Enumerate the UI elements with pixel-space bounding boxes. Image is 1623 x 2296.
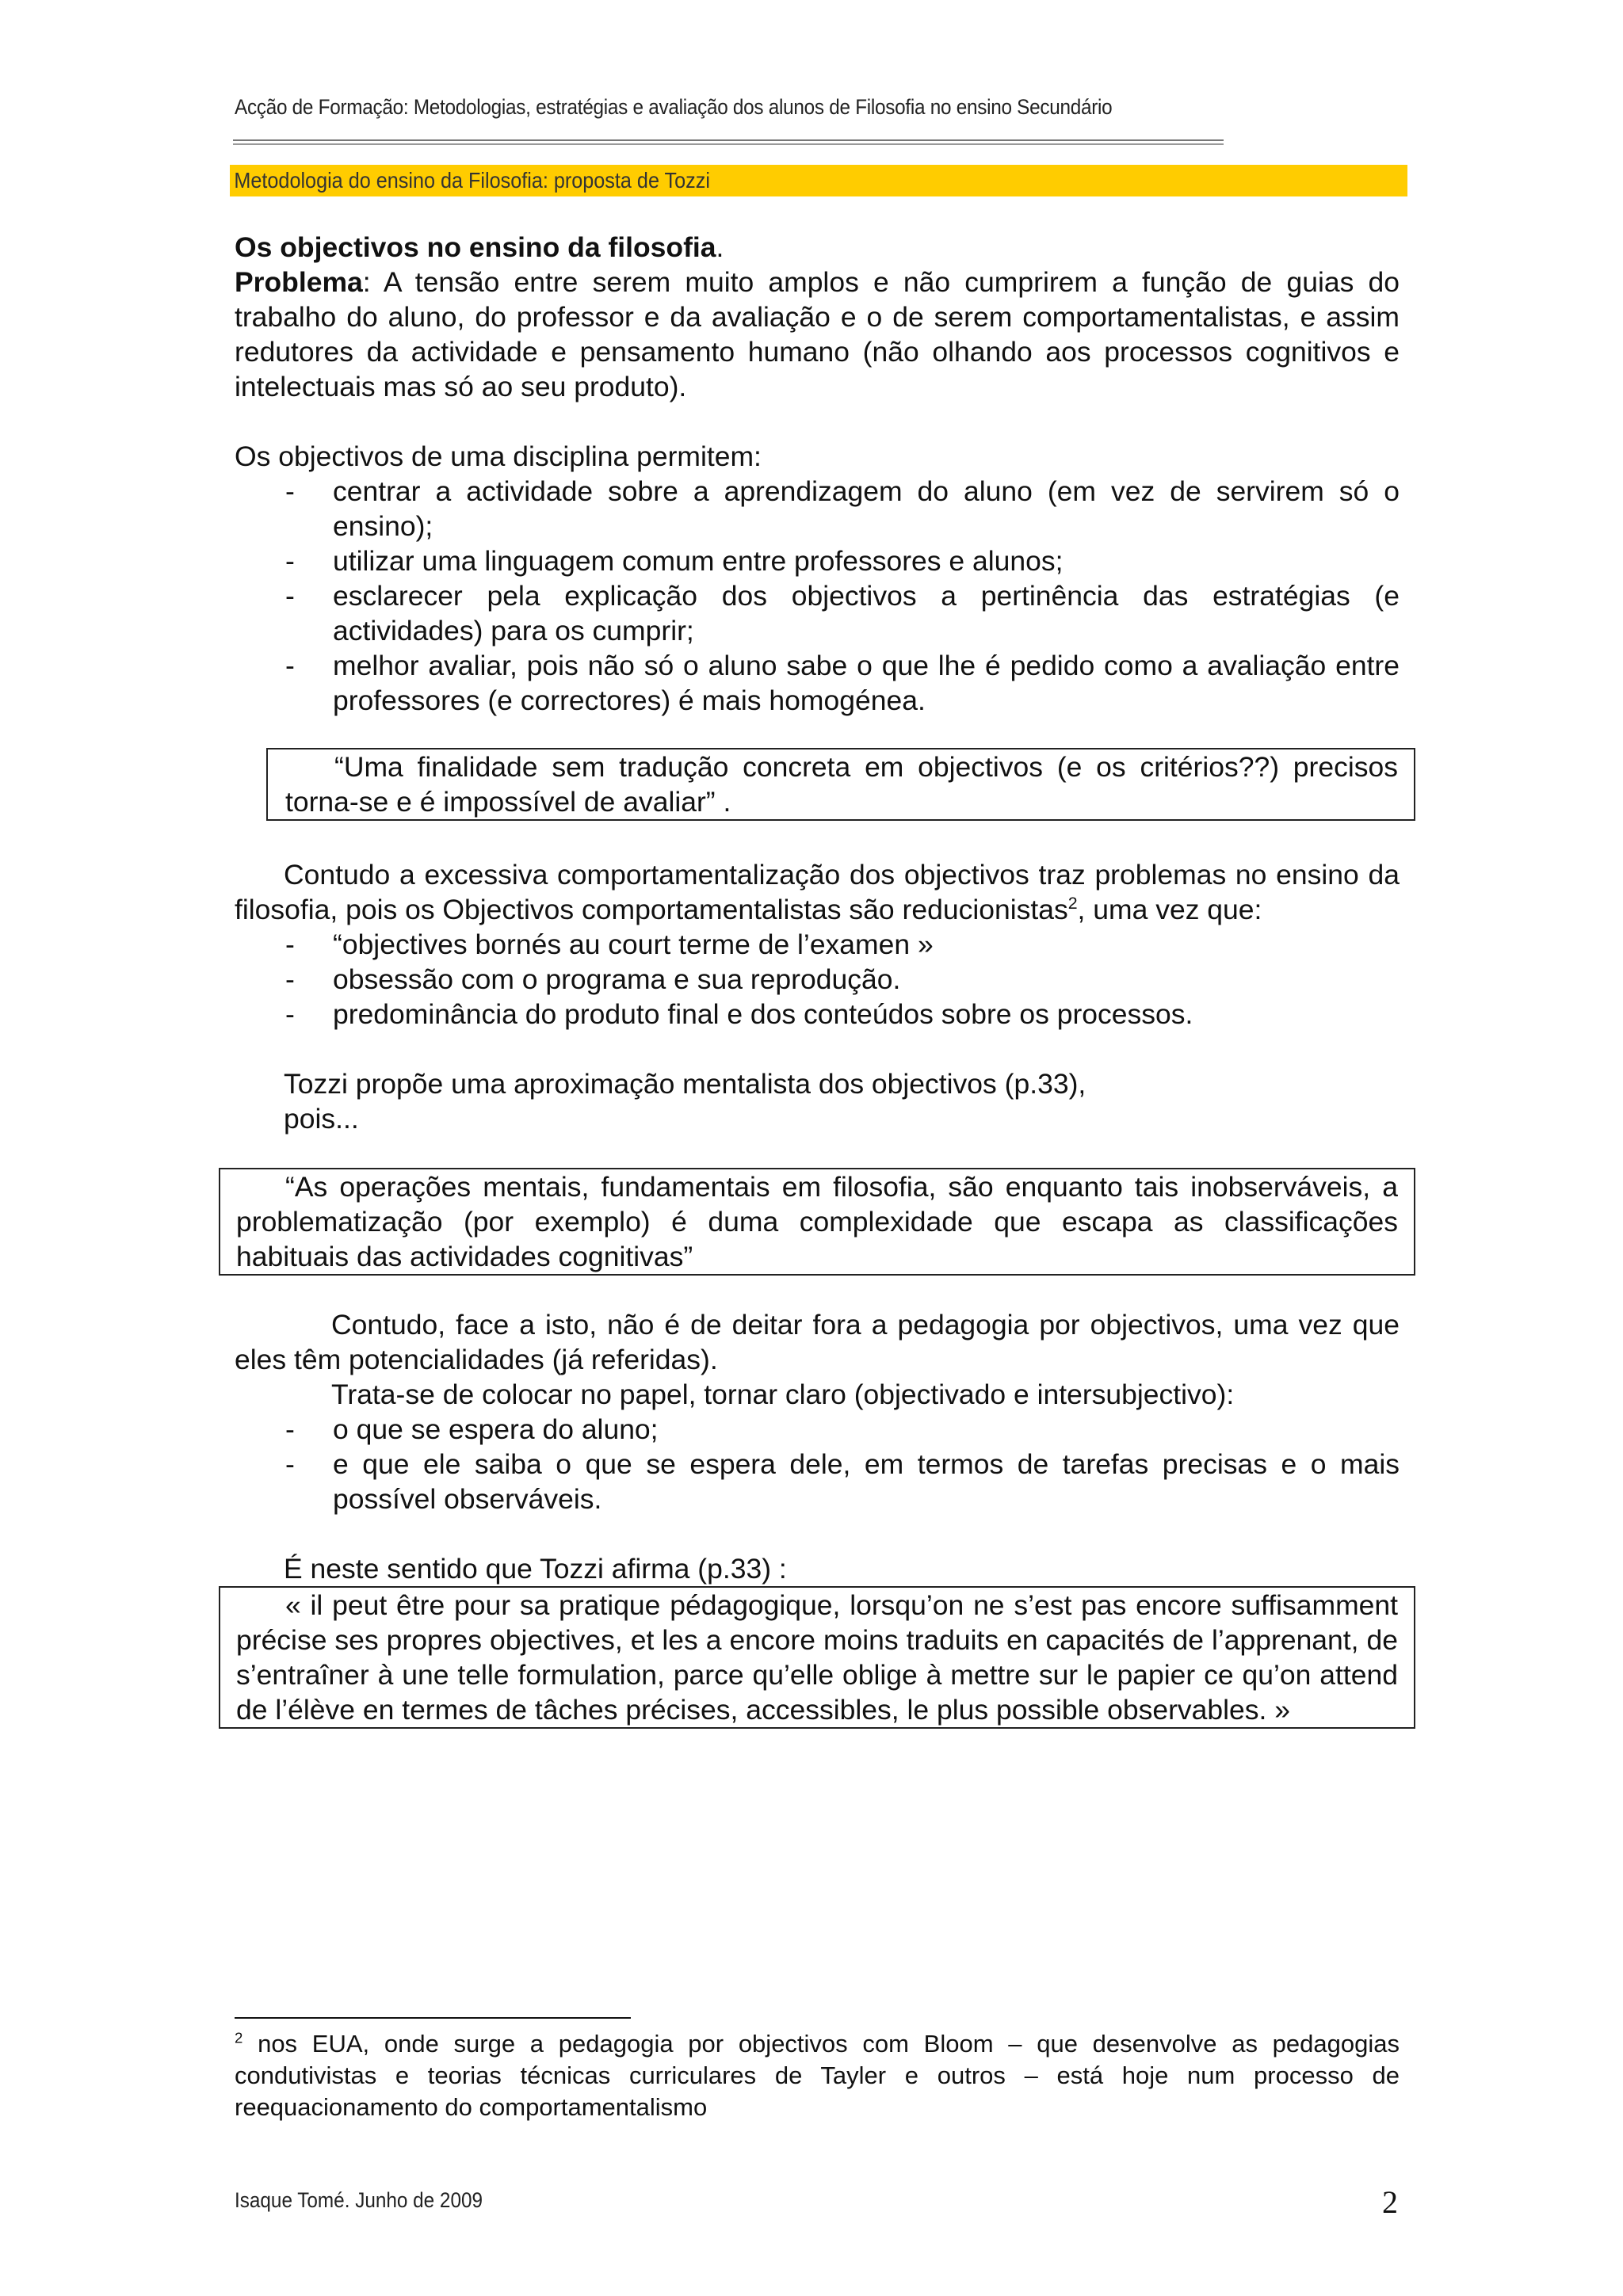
section-band-label: Metodologia do ensino da Filosofia: proposta de Tozzi [234, 168, 710, 193]
footnote-text: nos EUA, onde surge a pedagogia por objectivos com Bloom – que desenvolve as pedagogias condutivistas e teorias técnicas curriculares de Tayler e outros – está hoje num processo de reequacionamento do comportamentalismo [235, 2030, 1400, 2121]
section-band [230, 165, 1407, 196]
list-item: - esclarecer pela explicação dos objectivos a pertinência das estratégias (e actividades) para os cumprir; [285, 580, 1400, 646]
quote-box-1 [266, 748, 1415, 821]
tozzi-paragraph-2: É neste sentido que Tozzi afirma (p.33) : [284, 1553, 787, 1585]
quote-3: « il peut être pour sa pratique pédagogique, lorsqu’on ne s’est pas encore suffisamment précise ses propres objectives, et les a encore moins traduits en capacités de l’apprenant, de s’entraîner à une telle formulation, parce qu’elle oblige à mettre sur le papier ce qu’on attend de l’élève en termes de tâches précises, accessibles, le plus possible observables. » [236, 1589, 1398, 1726]
header-rule [233, 139, 1224, 145]
list-item: - utilizar uma linguagem comum entre professores e alunos; [285, 545, 1064, 577]
footer-author: Isaque Tomé. Junho de 2009 [235, 2188, 483, 2212]
list-item: - melhor avaliar, pois não só o aluno sabe o que lhe é pedido como a avaliação entre professores (e correctores) é mais homogénea. [285, 650, 1400, 716]
page-number: 2 [1382, 2184, 1398, 2220]
list-item: - obsessão com o programa e sua reprodução. [285, 963, 901, 995]
contudo-paragraph-1: Contudo a excessiva comportamentalização dos objectivos traz problemas no ensino da filosofia, pois os Objectivos comportamentalistas são reducionistas$^2$, uma vez que: [235, 859, 1400, 925]
trata-paragraph: Trata-se de colocar no papel, tornar claro (objectivado e intersubjectivo): [331, 1379, 1235, 1410]
problem-paragraph [235, 265, 1400, 404]
list-item: - e que ele saiba o que se espera dele, em termos de tarefas precisas e o mais possível observáveis. [285, 1448, 1400, 1515]
quote-box-3 [219, 1586, 1415, 1729]
quote-2: “As operações mentais, fundamentais em filosofia, são enquanto tais inobserváveis, a problematização (por exemplo) é duma complexidade que escapa as classificações habituais das actividades cognitivas” [236, 1171, 1398, 1272]
contudo-paragraph-2: Contudo, face a isto, não é de deitar fora a pedagogia por objectivos, uma vez que eles têm potencialidades (já referidas). [235, 1309, 1400, 1375]
permit-intro: Os objectivos de uma disciplina permitem: [235, 441, 762, 472]
footnote-rule [235, 2017, 631, 2019]
list-item: - centrar a actividade sobre a aprendizagem do aluno (em vez de servirem só o ensino); [285, 475, 1400, 542]
quote-1: “Uma finalidade sem tradução concreta em objectivos (e os critérios??) precisos torna-se e é impossível de avaliar” . [285, 751, 1398, 818]
header-title: Acção de Formação: Metodologias, estratégias e avaliação dos alunos de Filosofia no ensino Secundário [235, 95, 1113, 119]
list-item: - o que se espera do aluno; [285, 1413, 659, 1445]
list-item: - “objectives bornés au court terme de l’examen » [285, 929, 934, 960]
footnote [235, 2028, 1400, 2123]
problem-text: : A tensão entre serem muito amplos e não cumprirem a função de guias do trabalho do aluno, do professor e da avaliação e o de serem comportamentalistas, e assim redutores da actividade e pensamento humano (não olhando aos processos cognitivos e intelectuais mas só ao seu produto). [235, 266, 1400, 402]
list-item: - predominância do produto final e dos conteúdos sobre os processos. [285, 998, 1193, 1030]
quote-box-2 [219, 1168, 1415, 1276]
footnote-number: 2 [235, 2029, 243, 2046]
section-heading: Os objectivos no ensino da filosofia. [235, 231, 724, 263]
problem-label: Problema [235, 266, 363, 298]
problems-list [235, 927, 1400, 1032]
document-body [235, 230, 1400, 1729]
permit-list [235, 474, 1400, 718]
trata-list [235, 1412, 1400, 1516]
tozzi-paragraph-1: Tozzi propõe uma aproximação mentalista dos objectivos (p.33), pois... [284, 1068, 1086, 1135]
